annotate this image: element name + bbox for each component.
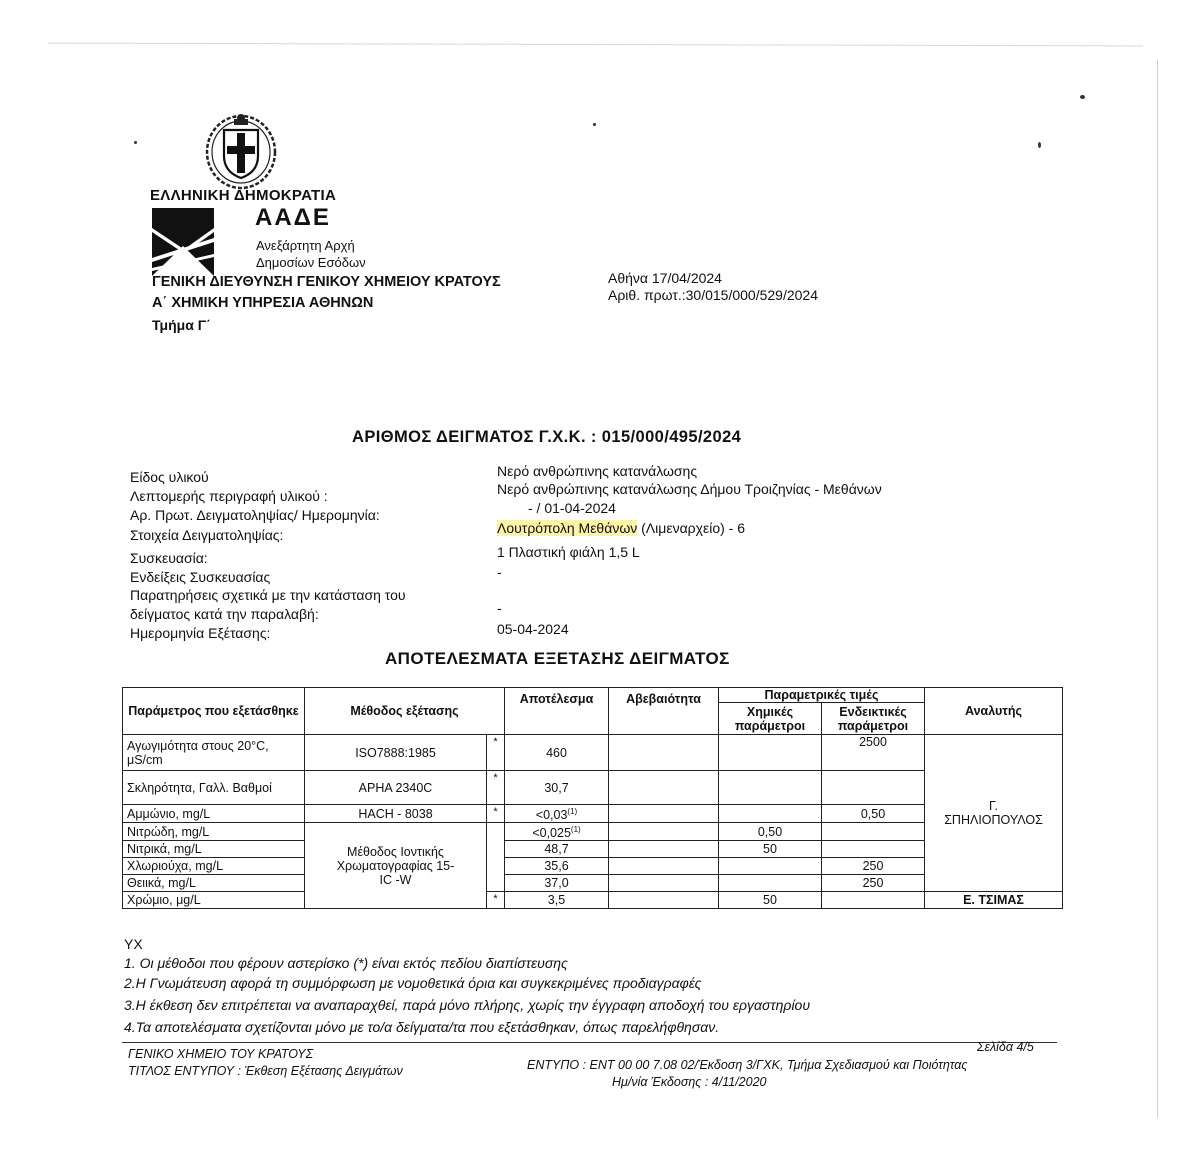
results-title: ΑΠΟΤΕΛΕΣΜΑΤΑ ΕΞΕΤΑΣΗΣ ΔΕΙΓΜΑΤΟΣ	[385, 649, 730, 668]
uncertainty-cell	[609, 823, 719, 841]
label-remarks-line-1: Παρατηρήσεις σχετικά με την κατάσταση του	[130, 587, 406, 603]
label-material-type: Είδος υλικού	[130, 469, 209, 485]
param-cell: Αγωγιμότητα στους 20°C, μS/cm	[123, 735, 305, 771]
sample-number-title: ΑΡΙΘΜΟΣ ΔΕΙΓΜΑΤΟΣ Γ.Χ.Κ. : 015/000/495/2024	[352, 428, 742, 446]
note-3: 3.Η έκθεση δεν επιτρέπεται να αναπαραχθεί, παρά μόνο πλήρης, χωρίς την έγγραφη αποδοχή του εργαστηρίου	[124, 997, 811, 1013]
asterisk-cell: *	[487, 771, 505, 805]
value-remarks: -	[497, 600, 502, 616]
method-cell: HACH - 8038	[305, 805, 487, 823]
aade-subtitle-1: Ανεξάρτητη Αρχή	[256, 238, 355, 253]
label-exam-date: Ημερομηνία Εξέτασης:	[130, 625, 271, 641]
result-cell: 35,6	[505, 858, 609, 875]
value-packaging-marks: -	[497, 564, 502, 580]
aade-subtitle-2: Δημοσίων Εσόδων	[256, 255, 366, 270]
analyst-1-surname: ΣΠΗΛΙΟΠΟΥΛΟΣ	[944, 813, 1043, 828]
label-description: Λεπτομερής περιγραφή υλικού :	[130, 488, 328, 504]
uncertainty-cell	[609, 875, 719, 892]
indicative-cell	[822, 841, 925, 858]
sampling-location-rest: (Λιμεναρχείο) - 6	[637, 520, 746, 536]
header-method: Μέθοδος εξέτασης	[305, 688, 505, 735]
param-cell: Σκληρότητα, Γαλλ. Βαθμοί	[123, 771, 305, 805]
indicative-cell: 2500	[822, 735, 925, 771]
greek-coat-of-arms-icon	[204, 110, 278, 190]
value-sampling-details	[497, 520, 745, 536]
result-cell: $<0,025^{(1)}$	[505, 823, 609, 841]
header-chemical: Χημικές παράμετροι	[719, 703, 822, 735]
uncertainty-cell	[609, 805, 719, 823]
header-result: Αποτέλεσμα	[505, 688, 609, 735]
value-packaging: 1 Πλαστική φιάλη 1,5 L	[497, 544, 640, 560]
note-2: 2.Η Γνωμάτευση αφορά τη συμμόρφωση με νομοθετικά όρια και συγκεκριμένες προδιαγραφές	[124, 975, 702, 991]
result-cell: 48,7	[505, 841, 609, 858]
label-remarks-line-2: δείγματος κατά την παραλαβή:	[130, 606, 319, 622]
chemical-cell: 50	[719, 892, 822, 909]
footer-form-code: ΕΝΤΥΠΟ : ΕΝΤ 00 00 7.08 02/Έκδοση 3/ΓΧΚ, Τμήμα Σχεδιασμού και Ποιότητας	[527, 1058, 968, 1072]
param-cell: Νιτρώδη, mg/L	[123, 823, 305, 841]
result-cell: $<0,03^{(1)}$	[505, 805, 609, 823]
asterisk-cell: *	[487, 892, 505, 909]
scan-page-edge-top	[48, 43, 1143, 47]
result-cell: 30,7	[505, 771, 609, 805]
chemical-cell	[719, 805, 822, 823]
indicative-cell	[822, 823, 925, 841]
indicative-cell: 250	[822, 858, 925, 875]
uncertainty-cell	[609, 841, 719, 858]
scan-speck	[1038, 142, 1041, 148]
analyst-cell-1	[925, 735, 1063, 892]
indicative-cell	[822, 892, 925, 909]
chemical-cell	[719, 771, 822, 805]
label-sampling-details: Στοιχεία Δειγματοληψίας:	[130, 527, 284, 543]
protocol-number: Αριθ. πρωτ.:30/015/000/529/2024	[608, 287, 818, 303]
param-cell: Θειικά, mg/L	[123, 875, 305, 892]
header-parametric-values: Παραμετρικές τιμές	[719, 688, 925, 703]
analyst-1-initial: Γ.	[989, 799, 998, 814]
asterisk-cell: *	[487, 735, 505, 771]
scan-speck	[1080, 95, 1085, 99]
analyst-cell-2: Ε. ΤΣΙΜΑΣ	[925, 892, 1063, 909]
value-description: Νερό ανθρώπινης κατανάλωσης Δήμου Τροιζηνίας - Μεθάνων	[497, 481, 882, 497]
result-cell: 3,5	[505, 892, 609, 909]
department-line-1: ΓΕΝΙΚΗ ΔΙΕΥΘΥΝΣΗ ΓΕΝΙΚΟΥ ΧΗΜΕΙΟΥ ΚΡΑΤΟΥΣ	[152, 274, 501, 290]
chemical-cell	[719, 858, 822, 875]
asterisk-cell: *	[487, 805, 505, 823]
chemical-cell: 50	[719, 841, 822, 858]
label-packaging: Συσκευασία:	[130, 550, 208, 566]
header-parameter: Παράμετρος που εξετάσθηκε	[123, 688, 305, 735]
aade-name: ΑΑΔΕ	[255, 204, 331, 231]
footer-organization: ΓΕΝΙΚΟ ΧΗΜΕΙΟ ΤΟΥ ΚΡΑΤΟΥΣ	[128, 1047, 314, 1061]
indicative-cell: 0,50	[822, 805, 925, 823]
department-line-3: Τμήμα Γ΄	[152, 317, 211, 333]
asterisk-cell	[487, 823, 505, 892]
param-cell: Νιτρικά, mg/L	[123, 841, 305, 858]
indicative-cell	[822, 771, 925, 805]
value-sampling-protocol: - / 01-04-2024	[528, 500, 616, 516]
header-uncertainty: Αβεβαιότητα	[609, 688, 719, 735]
aade-logo-icon	[152, 208, 214, 276]
note-1: 1. Οι μέθοδοι που φέρουν αστερίσκο (*) είναι εκτός πεδίου διαπίστευσης	[124, 955, 568, 971]
uncertainty-cell	[609, 735, 719, 771]
param-cell: Χλωριούχα, mg/L	[123, 858, 305, 875]
scan-speck	[593, 123, 596, 126]
results-table	[122, 687, 1063, 909]
footer-issue-date: Ημ/νία Έκδοσης : 4/11/2020	[612, 1075, 767, 1089]
footer-page-number: Σελίδα 4/5	[977, 1040, 1034, 1054]
chemical-cell	[719, 735, 822, 771]
label-packaging-marks: Ενδείξεις Συσκευασίας	[130, 569, 271, 585]
scan-speck	[134, 141, 137, 144]
chemical-cell: 0,50	[719, 823, 822, 841]
sampling-location-highlight: Λουτρόπολη Μεθάνων	[497, 520, 638, 536]
method-cell: APHA 2340C	[305, 771, 487, 805]
chemical-cell	[719, 875, 822, 892]
document-date: Αθήνα 17/04/2024	[608, 270, 722, 286]
param-cell: Αμμώνιο, mg/L	[123, 805, 305, 823]
label-sampling-protocol: Αρ. Πρωτ. Δειγματοληψίας/ Ημερομηνία:	[130, 507, 380, 523]
result-cell: 37,0	[505, 875, 609, 892]
uncertainty-cell	[609, 892, 719, 909]
footer-form-title: ΤΙΤΛΟΣ ΕΝΤΥΠΟΥ : Έκθεση Εξέτασης Δειγμάτων	[128, 1064, 403, 1078]
note-4: 4.Τα αποτελέσματα σχετίζονται μόνο με το/α δείγματα/τα που εξετάσθηκαν, όπως παρελήφθησαν.	[124, 1019, 720, 1035]
notes-heading: ΥΧ	[124, 936, 143, 952]
method-ion-chromatography: Μέθοδος Ιοντικής Χρωματογραφίας 15-IC -W	[305, 823, 487, 909]
indicative-cell: 250	[822, 875, 925, 892]
value-exam-date: 05-04-2024	[497, 621, 569, 637]
method-cell: ISO7888:1985	[305, 735, 487, 771]
uncertainty-cell	[609, 858, 719, 875]
header-indicative: Ενδεικτικές παράμετροι	[822, 703, 925, 735]
department-line-2: Α΄ ΧΗΜΙΚΗ ΥΠΗΡΕΣΙΑ ΑΘΗΝΩΝ	[152, 295, 374, 311]
footer-divider	[122, 1042, 1057, 1043]
header-analyst: Αναλυτής	[925, 688, 1063, 735]
result-cell: 460	[505, 735, 609, 771]
value-material-type: Νερό ανθρώπινης κατανάλωσης	[497, 463, 698, 479]
param-cell: Χρώμιο, μg/L	[123, 892, 305, 909]
uncertainty-cell	[609, 771, 719, 805]
republic-heading: ΕΛΛΗΝΙΚΗ ΔΗΜΟΚΡΑΤΙΑ	[150, 187, 337, 204]
scan-page-edge-right	[1157, 60, 1158, 1118]
